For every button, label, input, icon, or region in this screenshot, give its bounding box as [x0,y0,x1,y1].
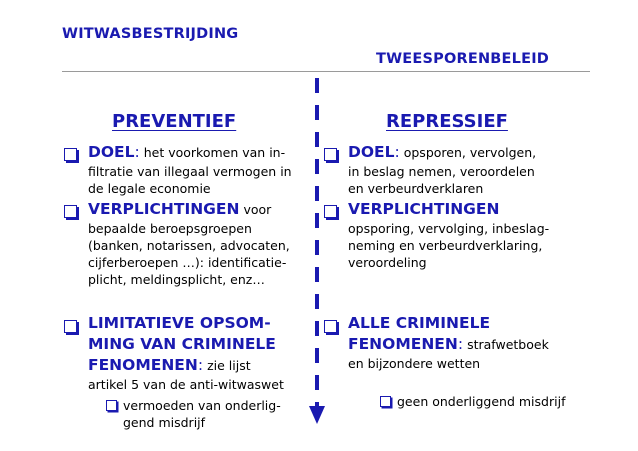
sub-item-right: geen onderliggend misdrijf [380,393,590,410]
checkbox-bullet-icon [106,400,117,411]
arrow-down-icon [309,406,325,424]
line: neming en verbeurdverklaring, [348,238,543,253]
slide-subtitle: TWEESPORENBELEID [376,51,550,67]
line: artikel 5 van de anti-witwaswet [88,377,284,392]
keyword: FENOMENEN [348,335,458,353]
list-item-right-verplichtingen [348,199,588,271]
checkbox-bullet-icon [64,320,77,333]
keyword-line: LIMITATIEVE OPSOM- [88,314,271,332]
line: en bijzondere wetten [348,356,481,371]
slide-title: WITWASBESTRIJDING [62,26,239,42]
keyword-line: MING VAN CRIMINELE [88,335,276,353]
line: de legale economie [88,181,211,196]
checkbox-bullet-icon [324,148,337,161]
heading-repressief: REPRESSIEF [386,111,508,132]
checkbox-bullet-icon [64,205,77,218]
line: bepaalde beroepsgroepen [88,221,252,236]
line: en verbeurdverklaren [348,181,484,196]
line: gend misdrijf [123,415,206,430]
checkbox-bullet-icon [324,320,337,333]
line: cijferberoepen …): identificatie- [88,255,287,270]
list-item-right-doel: DOEL: opsporen, vervolgen, in beslag nemen, veroordelen en verbeurdverklaren [348,142,588,197]
header-rule [62,71,590,72]
line: opsporing, vervolging, inbeslag- [348,221,550,236]
checkbox-bullet-icon [64,148,77,161]
list-item-left-limitatieve: LIMITATIEVE OPSOM- MING VAN CRIMINELE FENOMENEN: zie lijst artikel 5 van de anti-witwaswet [88,313,313,393]
keyword-line: ALLE CRIMINELE [348,314,491,332]
list-item-right-alle: ALLE CRIMINELE FENOMENEN: strafwetboek en bijzondere wetten [348,313,588,372]
keyword: VERPLICHTINGEN [88,200,240,218]
list-item-left-verplichtingen: VERPLICHTINGEN voor bepaalde beroepsgroepen (banken, notarissen, advocaten, cijferberoepen …): identificatie- plicht, meldingsplicht, enz… [88,199,313,288]
keyword: VERPLICHTINGEN [348,200,500,218]
list-item-left-doel: DOEL: het voorkomen van in- filtratie van illegaal vermogen in de legale economie [88,142,313,197]
sub-item-left: vermoeden van onderlig- gend misdrijf [106,397,306,431]
line: (banken, notarissen, advocaten, [88,238,290,253]
keyword: DOEL [88,143,135,161]
dashed-divider-line [315,78,319,406]
keyword: FENOMENEN [88,356,198,374]
checkbox-bullet-icon [380,396,391,407]
line: in beslag nemen, veroordelen [348,164,535,179]
line: veroordeling [348,255,427,270]
line: plicht, meldingsplicht, enz… [88,272,265,287]
keyword: DOEL [348,143,395,161]
line: filtratie van illegaal vermogen in [88,164,292,179]
checkbox-bullet-icon [324,205,337,218]
heading-preventief: PREVENTIEF [112,111,237,132]
